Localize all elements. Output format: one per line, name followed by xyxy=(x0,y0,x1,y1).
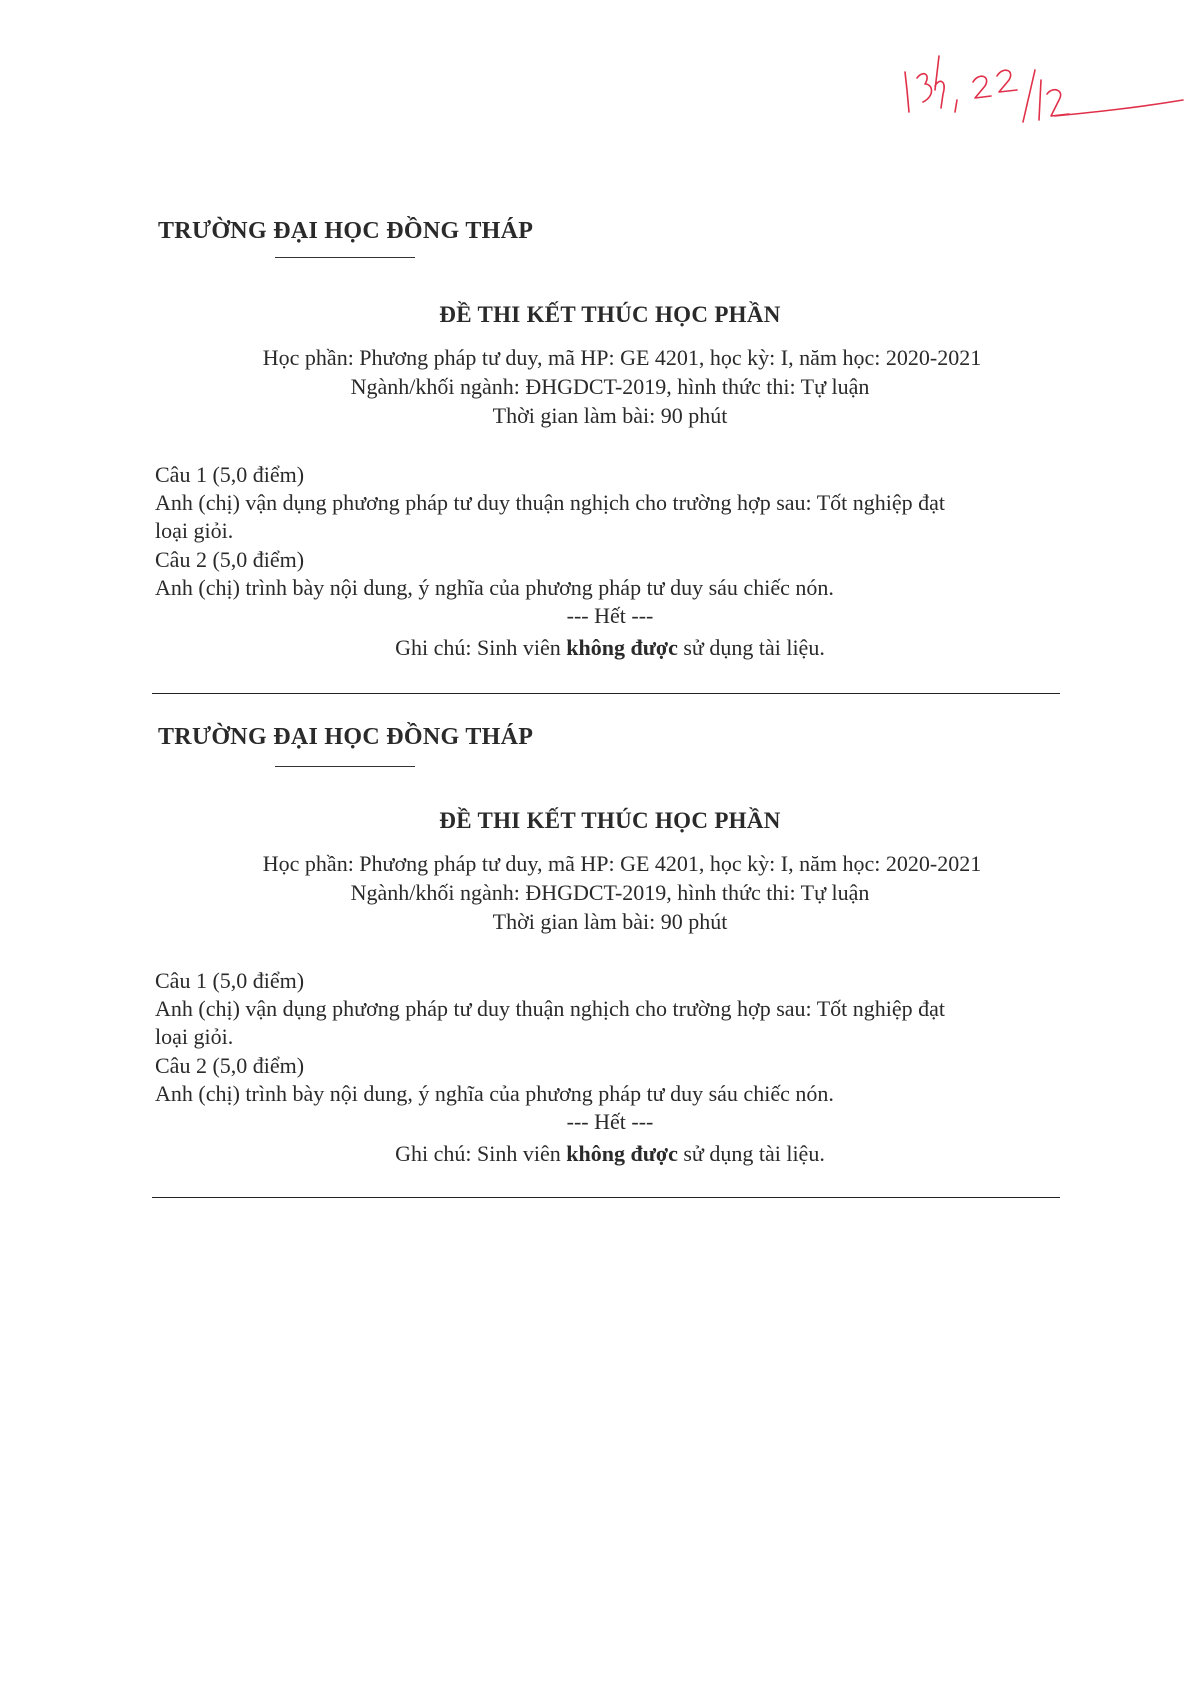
question-1-text-continued: loại giỏi. xyxy=(155,1024,234,1049)
exam-note xyxy=(150,635,1070,661)
question-1-text-continued: loại giỏi. xyxy=(155,518,234,543)
question-1-text: Anh (chị) vận dụng phương pháp tư duy thuận nghịch cho trường hợp sau: Tốt nghiệp đạt xyxy=(155,996,946,1021)
school-name: TRƯỜNG ĐẠI HỌC ĐỒNG THÁP xyxy=(158,218,534,244)
exam-note xyxy=(150,1141,1070,1167)
question-2-label: Câu 2 (5,0 điểm) xyxy=(155,547,305,572)
question-2-text: Anh (chị) trình bày nội dung, ý nghĩa của phương pháp tư duy sáu chiếc nón. xyxy=(155,1081,834,1106)
note-prefix: Ghi chú: Sinh viên xyxy=(395,635,567,660)
major-line: Ngành/khối ngành: ĐHGDCT-2019, hình thức thi: Tự luận xyxy=(350,880,870,905)
note-suffix: sử dụng tài liệu. xyxy=(677,1141,825,1166)
exam-title: ĐỀ THI KẾT THÚC HỌC PHẦN xyxy=(439,302,781,327)
question-1-label: Câu 1 (5,0 điểm) xyxy=(155,462,305,487)
time-line: Thời gian làm bài: 90 phút xyxy=(492,403,728,428)
school-underline xyxy=(275,257,415,258)
time-line: Thời gian làm bài: 90 phút xyxy=(492,909,728,934)
handwritten-note-drawing xyxy=(895,50,1185,140)
course-line: Học phần: Phương pháp tư duy, mã HP: GE 4201, học kỳ: I, năm học: 2020-2021 xyxy=(262,345,982,370)
question-2-label: Câu 2 (5,0 điểm) xyxy=(155,1053,305,1078)
question-1-text: Anh (chị) vận dụng phương pháp tư duy thuận nghịch cho trường hợp sau: Tốt nghiệp đạt xyxy=(155,490,946,515)
note-emphasis: không được xyxy=(566,635,678,660)
school-name: TRƯỜNG ĐẠI HỌC ĐỒNG THÁP xyxy=(158,724,534,750)
major-line: Ngành/khối ngành: ĐHGDCT-2019, hình thức thi: Tự luận xyxy=(350,374,870,399)
note-suffix: sử dụng tài liệu. xyxy=(677,635,825,660)
handwritten-note xyxy=(895,50,1185,140)
end-mark: --- Hết --- xyxy=(566,603,654,628)
section-divider xyxy=(152,693,1060,694)
note-emphasis: không được xyxy=(566,1141,678,1166)
section-divider xyxy=(152,1197,1060,1198)
question-2-text: Anh (chị) trình bày nội dung, ý nghĩa của phương pháp tư duy sáu chiếc nón. xyxy=(155,575,834,600)
school-underline xyxy=(275,766,415,767)
question-1-label: Câu 1 (5,0 điểm) xyxy=(155,968,305,993)
end-mark: --- Hết --- xyxy=(566,1109,654,1134)
course-line: Học phần: Phương pháp tư duy, mã HP: GE 4201, học kỳ: I, năm học: 2020-2021 xyxy=(262,851,982,876)
note-prefix: Ghi chú: Sinh viên xyxy=(395,1141,567,1166)
exam-title: ĐỀ THI KẾT THÚC HỌC PHẦN xyxy=(439,808,781,833)
